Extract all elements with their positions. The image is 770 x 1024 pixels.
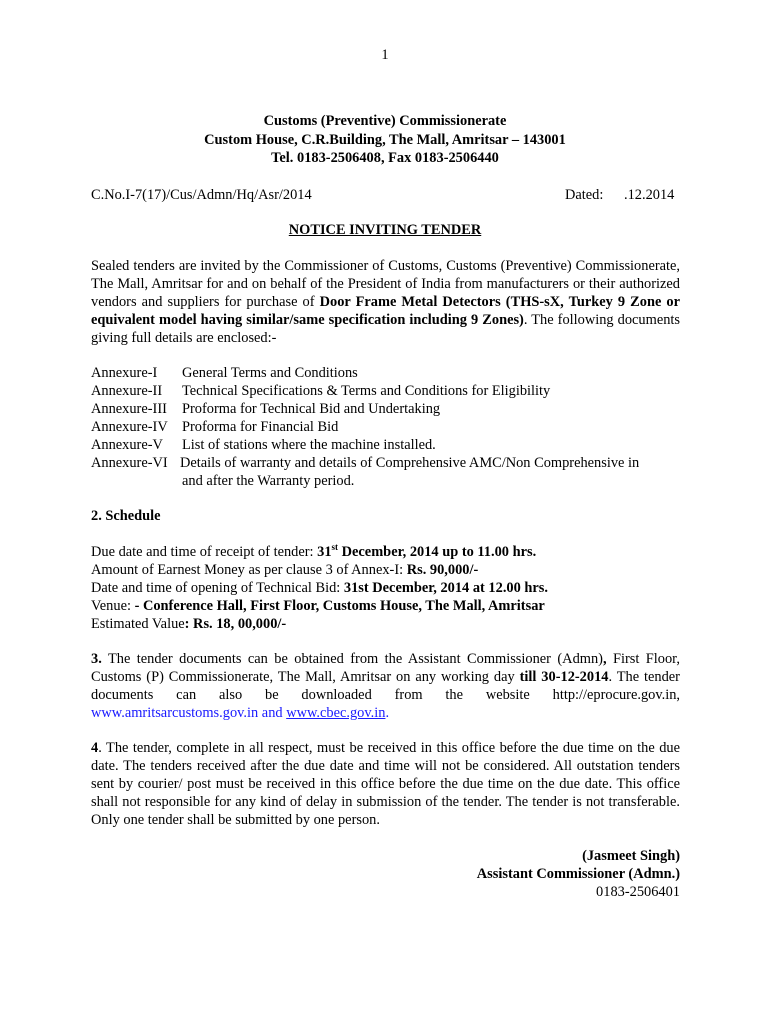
cbec-link[interactable]: www.cbec.gov.in — [286, 705, 386, 721]
dated-value: .12.2014 — [624, 187, 675, 203]
annexure-item: Annexure-V List of stations where the machine installed. — [91, 437, 436, 453]
office-phone: Tel. 0183-2506408, Fax 0183-2506440 — [271, 150, 499, 166]
dated-label: Dated: — [565, 187, 604, 203]
schedule-heading: 2. Schedule — [91, 508, 161, 524]
paragraph-3: 3. The tender documents can be obtained from the Assistant Commissioner (Admn), First Floor, Customs (P) Commissionerate, The Mall, Amritsar on any working day till 30-12-2014. The tender documents can also be downloaded from the website http://eprocure.gov.in, www.amritsarcustoms.gov.in and www.cbec.gov.in. — [91, 651, 680, 721]
paragraph-4: 4. The tender, complete in all respect, must be received in this office before the due time on the due date. The tenders received after the due date and time will not be considered. All outstation tenders sent by courier/ post must be received in this office before the due time on the due date. This office shall not responsible for any kind of delay in submission of the tender. The tender is not transferable. Only one tender shall be submitted by one person. — [91, 740, 680, 828]
office-name: Customs (Preventive) Commissionerate — [263, 113, 507, 129]
office-address: Custom House, C.R.Building, The Mall, Amritsar – 143001 — [204, 132, 566, 148]
annexure-item: Annexure-IV Proforma for Financial Bid — [91, 419, 339, 435]
intro-item-bold: Door Frame Metal Detectors (THS-sX, Turkey 9 Zone or equivalent model having similar/same specification including 9 Zones) — [91, 294, 680, 328]
signatory-phone: 0183-2506401 — [596, 884, 680, 900]
schedule-venue: Venue: - Conference Hall, First Floor, Customs House, The Mall, Amritsar — [91, 598, 545, 614]
page-number: 1 — [381, 47, 389, 63]
signatory-designation: Assistant Commissioner (Admn.) — [476, 866, 680, 882]
annexure-list — [91, 364, 639, 490]
document-title: NOTICE INVITING TENDER — [288, 222, 482, 238]
schedule-opening-date: Date and time of opening of Technical Bid: 31st December, 2014 at 12.00 hrs. — [91, 580, 548, 596]
schedule-earnest-money: Amount of Earnest Money as per clause 3 of Annex-I: Rs. 90,000/- — [91, 562, 479, 578]
annexure-item: Annexure-III Proforma for Technical Bid and Undertaking — [91, 401, 441, 417]
schedule-due-date: Due date and time of receipt of tender: 31st December, 2014 up to 11.00 hrs. — [91, 542, 537, 560]
schedule-estimated-value: Estimated Value: Rs. 18, 00,000/- — [91, 616, 287, 632]
intro-text-1: Sealed tenders are invited by the Commissioner of Customs, Customs (Preventive) Commissionerate, The Mall, Amritsar for and on behalf of the President of India from manufacturers or their authorized vendors and suppliers for purchase of — [91, 258, 680, 310]
amritsar-customs-link[interactable]: www.amritsarcustoms.gov.in — [91, 705, 259, 721]
signatory-name: (Jasmeet Singh) — [582, 848, 680, 864]
annexure-item: Annexure-VI Details of warranty and details of Comprehensive AMC/Non Comprehensive in — [91, 455, 640, 471]
annexure-item-continued: and after the Warranty period. — [182, 473, 355, 489]
annexure-item: Annexure-II Technical Specifications & Terms and Conditions for Eligibility — [91, 383, 551, 399]
annexure-item: Annexure-I General Terms and Conditions — [91, 365, 358, 381]
intro-paragraph — [91, 257, 680, 347]
intro-text-2: . The following documents giving full details are enclosed:- — [91, 312, 681, 346]
reference-number: C.No.I-7(17)/Cus/Admn/Hq/Asr/2014 — [91, 187, 312, 203]
